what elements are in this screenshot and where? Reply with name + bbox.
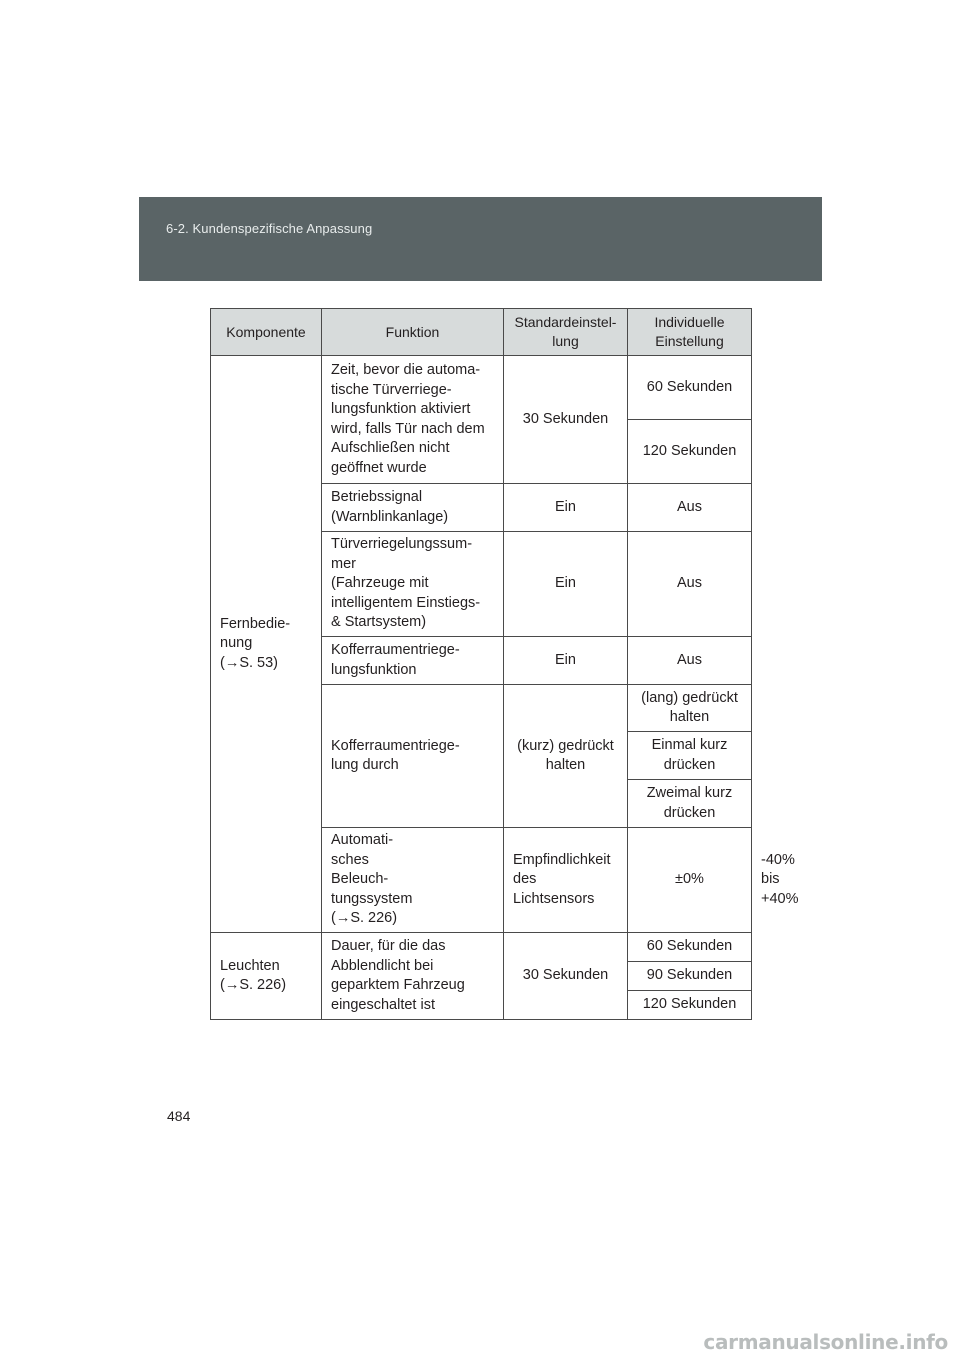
watermark: carmanualsonline.info <box>703 1330 948 1354</box>
section-title: 6-2. Kundenspezifische Anpassung <box>166 221 373 236</box>
function-cell: Zeit, bevor die automa- tische Türverriege- lungsfunktion aktiviert wird, falls Tür nach dem Aufschließen nicht geöffnet wurde <box>322 356 504 484</box>
option-cell: 120 Sekunden <box>628 991 752 1020</box>
option-cell: 60 Sekunden <box>628 933 752 962</box>
option-cell: Einmal kurz drücken <box>628 732 752 780</box>
table-row: Automati- sches Beleuch- tungssystem (→S. 226) Empfindlichkeit des Lichtsensors ±0% -40% bis +40% <box>211 828 752 933</box>
option-cell: 90 Sekunden <box>628 962 752 991</box>
function-cell: Kofferraumentriege- lungsfunktion <box>322 637 504 685</box>
column-header-custom: Individuelle Einstellung <box>628 309 752 356</box>
column-header-component: Komponente <box>211 309 322 356</box>
function-cell: Kofferraumentriege- lung durch <box>322 685 504 828</box>
component-cell: Fernbedie- nung (→S. 53) <box>211 356 322 933</box>
option-cell: 120 Sekunden <box>628 420 752 484</box>
option-cell: 60 Sekunden <box>628 356 752 420</box>
default-cell: Ein <box>504 637 628 685</box>
function-cell: Türverriegelungssum- mer (Fahrzeuge mit intelligentem Einstiegs- & Startsystem) <box>322 532 504 637</box>
column-header-default: Standardeinstel- lung <box>504 309 628 356</box>
page-number: 484 <box>167 1108 191 1124</box>
table-header-row <box>211 309 752 356</box>
customization-table <box>210 308 799 1020</box>
component-cell: Automati- sches Beleuch- tungssystem (→S. 226) <box>322 828 504 933</box>
default-cell: (kurz) gedrückt halten <box>504 685 628 828</box>
default-cell: Ein <box>504 484 628 532</box>
section-header-bar <box>139 197 822 281</box>
table-row <box>211 356 752 420</box>
default-cell: ±0% <box>628 828 752 933</box>
option-cell: Aus <box>628 484 752 532</box>
component-cell: Leuchten (→S. 226) <box>211 933 322 1020</box>
option-cell: Zweimal kurz drücken <box>628 780 752 828</box>
default-cell: Ein <box>504 532 628 637</box>
table-row <box>211 933 752 962</box>
function-cell: Betriebssignal (Warnblinkanlage) <box>322 484 504 532</box>
option-cell: Aus <box>628 532 752 637</box>
option-cell: (lang) gedrückt halten <box>628 685 752 732</box>
function-cell: Empfindlichkeit des Lichtsensors <box>504 828 628 933</box>
column-header-function: Funktion <box>322 309 504 356</box>
option-cell: Aus <box>628 637 752 685</box>
default-cell: 30 Sekunden <box>504 356 628 484</box>
default-cell: 30 Sekunden <box>504 933 628 1020</box>
function-cell: Dauer, für die das Abblendlicht bei geparktem Fahrzeug eingeschaltet ist <box>322 933 504 1020</box>
